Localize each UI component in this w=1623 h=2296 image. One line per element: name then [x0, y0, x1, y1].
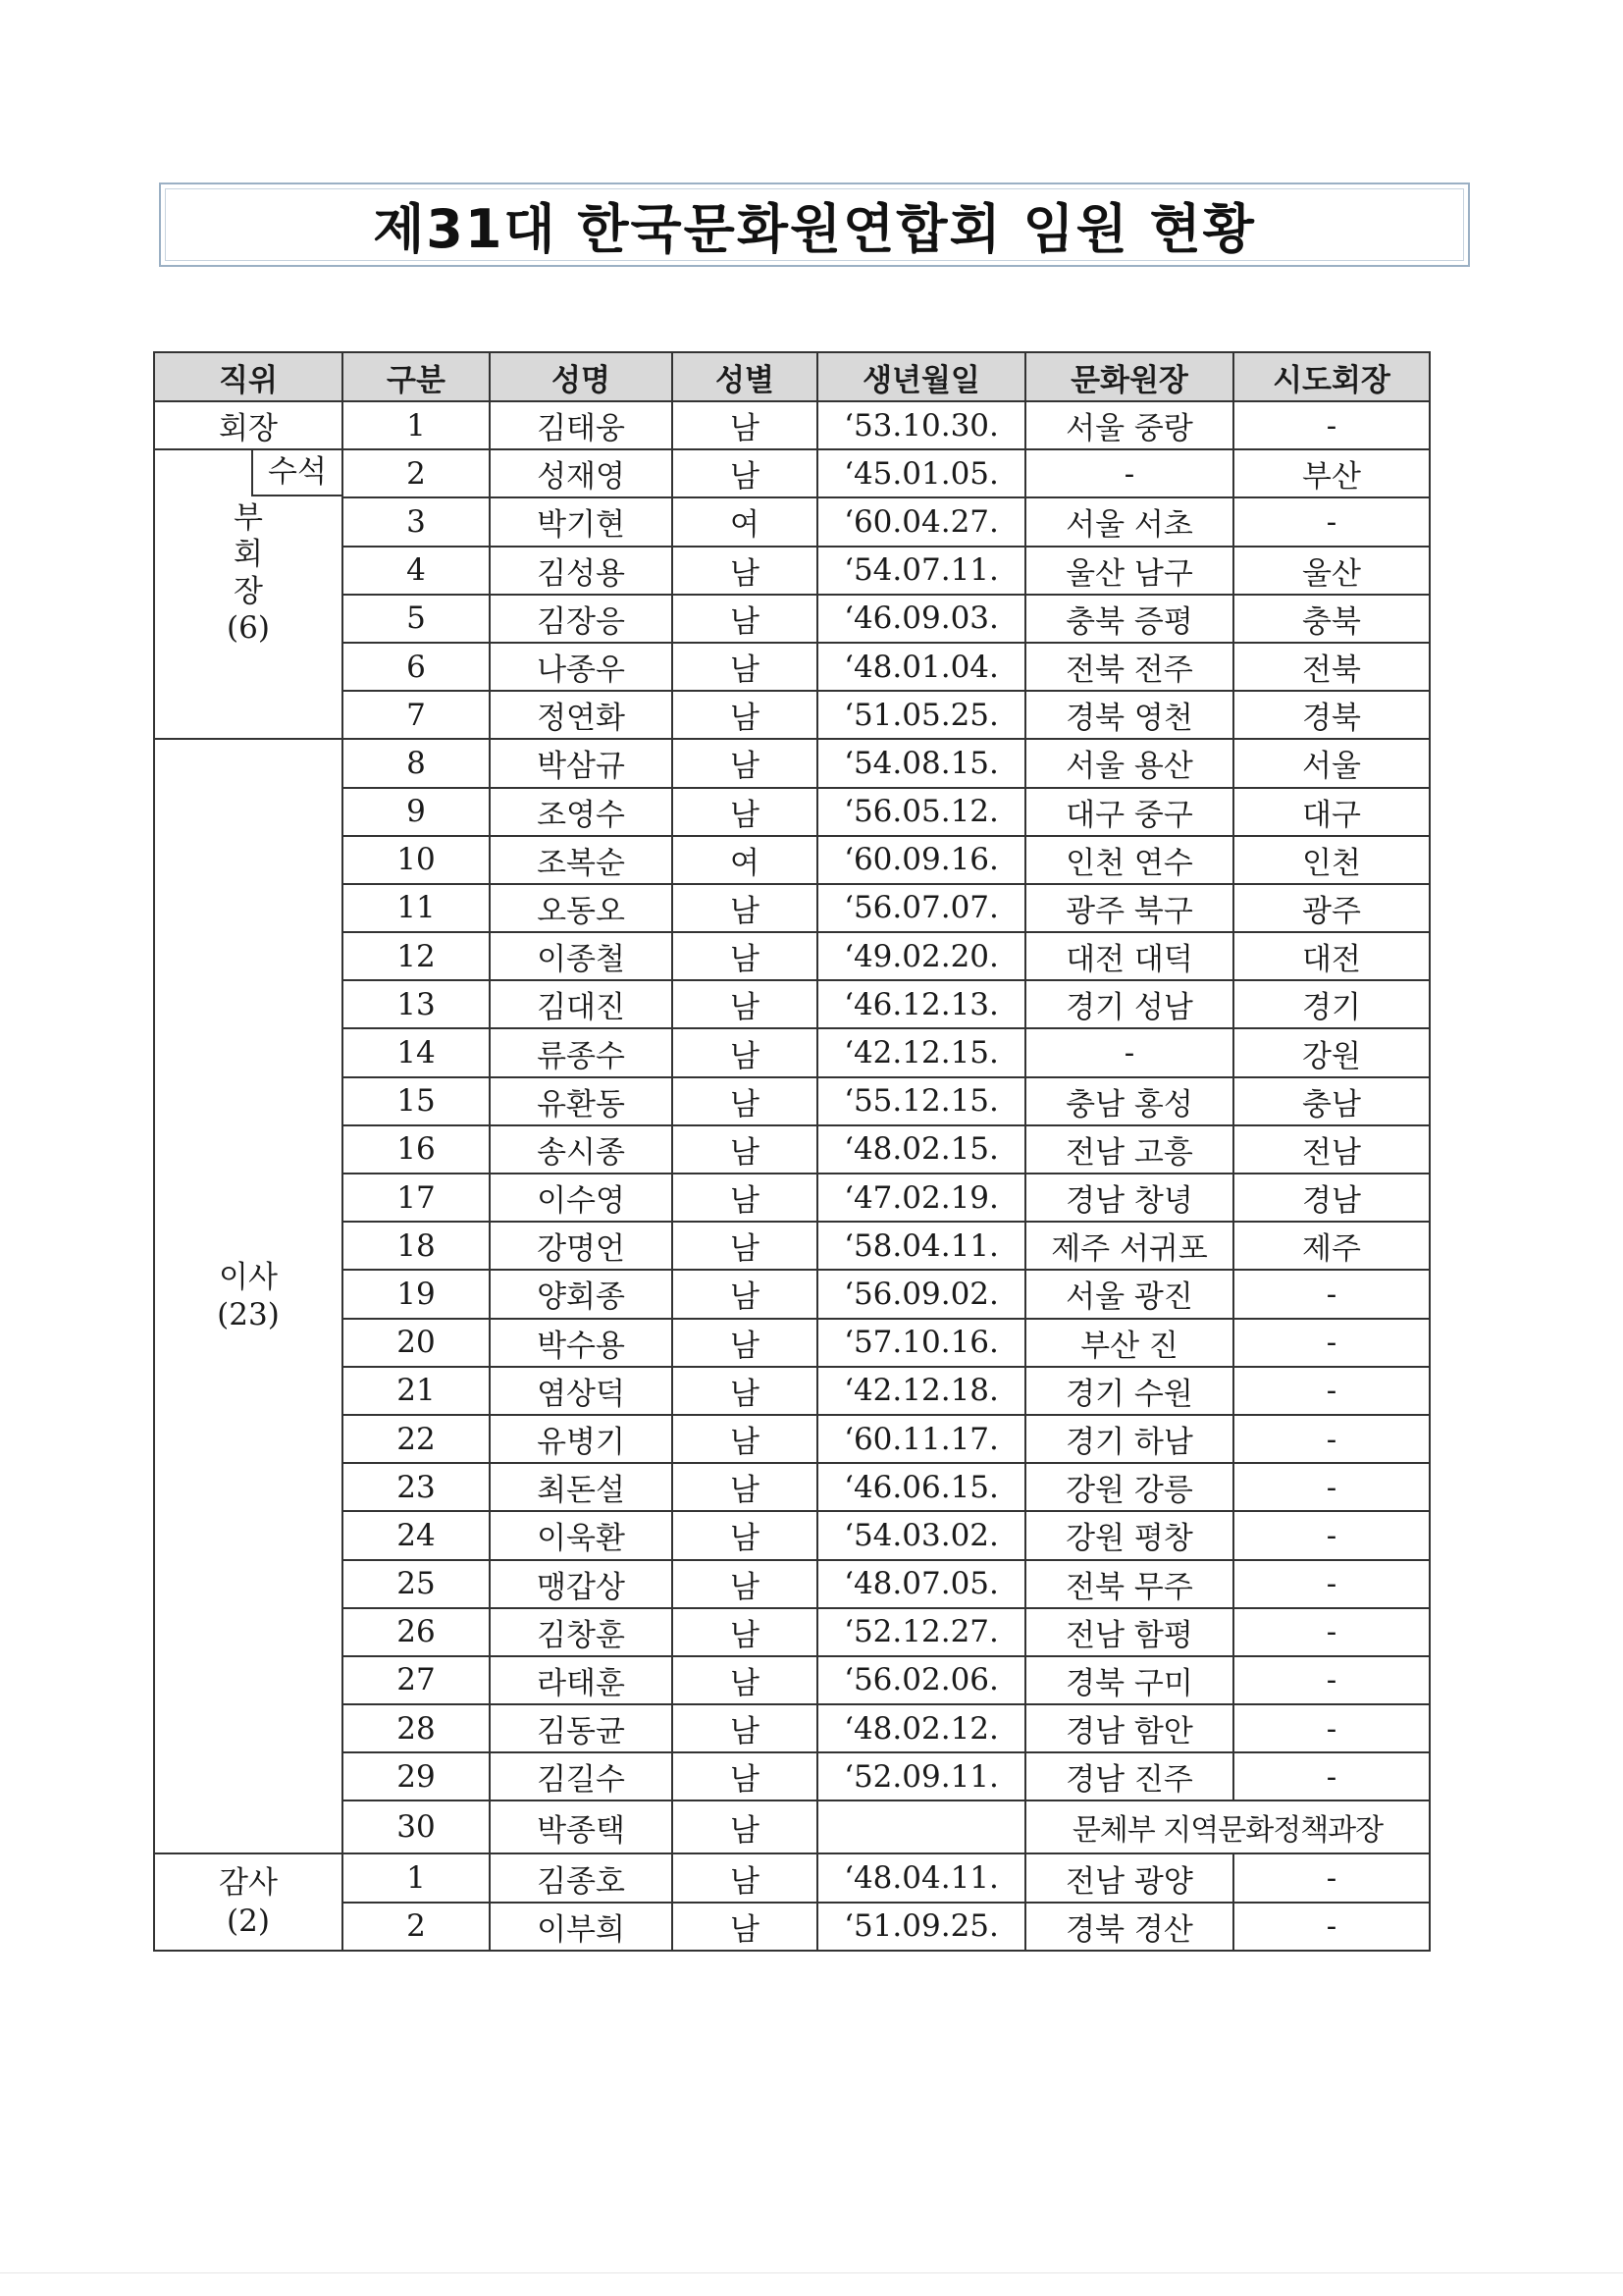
- cell-culture-center: 서울 중랑: [1025, 401, 1233, 449]
- officers-table: [153, 351, 1431, 1952]
- vice-president-label: [155, 496, 341, 647]
- cell-culture-center: 서울 용산: [1025, 739, 1233, 787]
- cell-name: 김창훈: [490, 1608, 672, 1656]
- cell-sido-chair: 제주: [1233, 1222, 1430, 1270]
- cell-sido-chair: 광주: [1233, 884, 1430, 932]
- cell-culture-center: -: [1025, 449, 1233, 497]
- cell-number: 29: [342, 1752, 490, 1800]
- cell-name: 이부희: [490, 1903, 672, 1951]
- cell-gender: 남: [672, 1800, 817, 1853]
- cell-gender: 남: [672, 1077, 817, 1125]
- cell-name: 이수영: [490, 1174, 672, 1222]
- cell-name: 라태훈: [490, 1656, 672, 1704]
- cell-name: 성재영: [490, 449, 672, 497]
- cell-name: 이종철: [490, 932, 672, 980]
- cell-number: 17: [342, 1174, 490, 1222]
- table-row: [154, 1853, 1430, 1902]
- cell-number: 2: [342, 449, 490, 497]
- cell-culture-center: 경남 창녕: [1025, 1174, 1233, 1222]
- cell-name: 양회종: [490, 1270, 672, 1318]
- cell-gender: 남: [672, 739, 817, 787]
- cell-gender: 남: [672, 1704, 817, 1752]
- director-count: (23): [217, 1297, 280, 1333]
- cell-birthdate: ‘54.08.15.: [817, 739, 1025, 787]
- cell-name: 염상덕: [490, 1367, 672, 1415]
- cell-culture-center: 경북 영천: [1025, 691, 1233, 739]
- header-gender: 성별: [672, 352, 817, 401]
- cell-gender: 남: [672, 932, 817, 980]
- cell-number: 6: [342, 643, 490, 691]
- senior-vice-label: 수석: [251, 450, 341, 496]
- cell-name: 류종수: [490, 1028, 672, 1076]
- table-row: [154, 1656, 1430, 1704]
- header-sido-chair: 시도회장: [1233, 352, 1430, 401]
- cell-name: 맹갑상: [490, 1560, 672, 1608]
- cell-birthdate: ‘54.07.11.: [817, 547, 1025, 595]
- table-body: [154, 401, 1430, 1951]
- cell-number: 11: [342, 884, 490, 932]
- cell-sido-chair: -: [1233, 1853, 1430, 1902]
- cell-culture-center: 부산 진: [1025, 1319, 1233, 1367]
- cell-sido-chair: 경기: [1233, 980, 1430, 1028]
- cell-culture-center: 경남 진주: [1025, 1752, 1233, 1800]
- cell-culture-center: 전북 무주: [1025, 1560, 1233, 1608]
- cell-culture-center: 대전 대덕: [1025, 932, 1233, 980]
- cell-culture-center: 경기 수원: [1025, 1367, 1233, 1415]
- cell-birthdate: ‘60.11.17.: [817, 1415, 1025, 1463]
- table-row: [154, 547, 1430, 595]
- table-row: [154, 884, 1430, 932]
- cell-gender: 남: [672, 1463, 817, 1511]
- cell-birthdate: ‘56.02.06.: [817, 1656, 1025, 1704]
- cell-birthdate: ‘60.09.16.: [817, 836, 1025, 884]
- cell-name: 조복순: [490, 836, 672, 884]
- cell-gender: 남: [672, 884, 817, 932]
- cell-culture-center: 경기 성남: [1025, 980, 1233, 1028]
- cell-number: 2: [342, 1903, 490, 1951]
- cell-name: 박삼규: [490, 739, 672, 787]
- cell-culture-center: 전북 전주: [1025, 643, 1233, 691]
- cell-gender: 남: [672, 1125, 817, 1174]
- header-number: 구분: [342, 352, 490, 401]
- cell-name: 송시종: [490, 1125, 672, 1174]
- cell-number: 27: [342, 1656, 490, 1704]
- cell-sido-chair: 충북: [1233, 595, 1430, 643]
- cell-name: 박기현: [490, 497, 672, 546]
- table-row: [154, 1367, 1430, 1415]
- cell-number: 7: [342, 691, 490, 739]
- cell-number: 30: [342, 1800, 490, 1853]
- table-row: [154, 1270, 1430, 1318]
- header-culture-center: 문화원장: [1025, 352, 1233, 401]
- cell-sido-chair: 경북: [1233, 691, 1430, 739]
- cell-number: 14: [342, 1028, 490, 1076]
- cell-name: 유병기: [490, 1415, 672, 1463]
- cell-sido-chair: -: [1233, 1270, 1430, 1318]
- table-row: [154, 1704, 1430, 1752]
- table-row: [154, 1560, 1430, 1608]
- cell-number: 4: [342, 547, 490, 595]
- cell-culture-center: 경북 구미: [1025, 1656, 1233, 1704]
- cell-sido-chair: -: [1233, 1319, 1430, 1367]
- cell-culture-center: 울산 남구: [1025, 547, 1233, 595]
- table-row: [154, 497, 1430, 546]
- cell-gender: 남: [672, 1853, 817, 1902]
- cell-number: 21: [342, 1367, 490, 1415]
- table-row: [154, 691, 1430, 739]
- auditor-label: 감사: [219, 1864, 278, 1901]
- cell-sido-chair: 부산: [1233, 449, 1430, 497]
- cell-sido-chair: -: [1233, 1463, 1430, 1511]
- cell-gender: 남: [672, 1222, 817, 1270]
- position-president: 회장: [154, 401, 342, 449]
- cell-number: 16: [342, 1125, 490, 1174]
- cell-name: 유환동: [490, 1077, 672, 1125]
- vice-president-char: 장: [234, 573, 263, 609]
- cell-birthdate: ‘56.09.02.: [817, 1270, 1025, 1318]
- cell-gender: 남: [672, 1656, 817, 1704]
- table-row: [154, 1463, 1430, 1511]
- table-row: [154, 1608, 1430, 1656]
- position-auditor: [154, 1853, 342, 1950]
- cell-sido-chair: 대구: [1233, 788, 1430, 836]
- table-row: [154, 1415, 1430, 1463]
- cell-gender: 남: [672, 1903, 817, 1951]
- cell-birthdate: ‘49.02.20.: [817, 932, 1025, 980]
- cell-number: 1: [342, 401, 490, 449]
- title-box: [159, 183, 1470, 267]
- cell-sido-chair: -: [1233, 1608, 1430, 1656]
- cell-birthdate: ‘56.05.12.: [817, 788, 1025, 836]
- cell-culture-center: 서울 서초: [1025, 497, 1233, 546]
- cell-name: 김종호: [490, 1853, 672, 1902]
- cell-culture-center: 전남 광양: [1025, 1853, 1233, 1902]
- cell-birthdate: ‘48.02.15.: [817, 1125, 1025, 1174]
- cell-name: 김대진: [490, 980, 672, 1028]
- cell-number: 9: [342, 788, 490, 836]
- cell-birthdate: ‘46.12.13.: [817, 980, 1025, 1028]
- cell-gender: 남: [672, 1608, 817, 1656]
- cell-culture-center: 전남 함평: [1025, 1608, 1233, 1656]
- cell-birthdate: ‘56.07.07.: [817, 884, 1025, 932]
- cell-name: 김동균: [490, 1704, 672, 1752]
- header-birthdate: 생년월일: [817, 352, 1025, 401]
- cell-birthdate: ‘52.09.11.: [817, 1752, 1025, 1800]
- cell-culture-center: -: [1025, 1028, 1233, 1076]
- table-row: [154, 932, 1430, 980]
- cell-gender: 남: [672, 595, 817, 643]
- cell-sido-chair: -: [1233, 1704, 1430, 1752]
- cell-gender: 남: [672, 1270, 817, 1318]
- cell-culture-center: 경기 하남: [1025, 1415, 1233, 1463]
- cell-gender: 남: [672, 547, 817, 595]
- cell-gender: 남: [672, 643, 817, 691]
- cell-birthdate: ‘51.05.25.: [817, 691, 1025, 739]
- table-row: [154, 980, 1430, 1028]
- cell-gender: 남: [672, 1367, 817, 1415]
- cell-name: 나종우: [490, 643, 672, 691]
- vice-president-char: 부: [234, 500, 263, 537]
- cell-birthdate: ‘58.04.11.: [817, 1222, 1025, 1270]
- cell-birthdate: ‘45.01.05.: [817, 449, 1025, 497]
- cell-sido-chair: 서울: [1233, 739, 1430, 787]
- cell-name: 김길수: [490, 1752, 672, 1800]
- director-label: 이사: [219, 1259, 278, 1295]
- page-title: 제31대 한국문화원연합회 임원 현황: [373, 197, 1256, 260]
- cell-number: 5: [342, 595, 490, 643]
- cell-gender: 남: [672, 980, 817, 1028]
- cell-sido-chair: 대전: [1233, 932, 1430, 980]
- cell-name: 박종택: [490, 1800, 672, 1853]
- table-row: [154, 1752, 1430, 1800]
- cell-birthdate: ‘57.10.16.: [817, 1319, 1025, 1367]
- cell-birthdate: ‘46.06.15.: [817, 1463, 1025, 1511]
- cell-sido-chair: -: [1233, 1903, 1430, 1951]
- cell-sido-chair: 전남: [1233, 1125, 1430, 1174]
- cell-number: 24: [342, 1511, 490, 1559]
- cell-sido-chair: 경남: [1233, 1174, 1430, 1222]
- cell-sido-chair: -: [1233, 1560, 1430, 1608]
- position-vice-president: [154, 449, 342, 739]
- cell-number: 19: [342, 1270, 490, 1318]
- cell-sido-chair: 충남: [1233, 1077, 1430, 1125]
- cell-birthdate: ‘48.04.11.: [817, 1853, 1025, 1902]
- cell-name: 오동오: [490, 884, 672, 932]
- table-row: [154, 739, 1430, 787]
- position-director: [154, 739, 342, 1853]
- cell-culture-center: 경남 함안: [1025, 1704, 1233, 1752]
- cell-number: 22: [342, 1415, 490, 1463]
- cell-birthdate: ‘55.12.15.: [817, 1077, 1025, 1125]
- cell-culture-center: 인천 연수: [1025, 836, 1233, 884]
- header-position: 직위: [154, 352, 342, 401]
- cell-number: 25: [342, 1560, 490, 1608]
- bottom-scan-line: [0, 2272, 1623, 2273]
- cell-sido-chair: -: [1233, 1367, 1430, 1415]
- cell-birthdate: ‘42.12.15.: [817, 1028, 1025, 1076]
- table-row: [154, 1319, 1430, 1367]
- cell-gender: 남: [672, 1174, 817, 1222]
- cell-sido-chair: 울산: [1233, 547, 1430, 595]
- cell-official-note: 문체부 지역문화정책과장: [1025, 1800, 1430, 1853]
- cell-culture-center: 서울 광진: [1025, 1270, 1233, 1318]
- header-name: 성명: [490, 352, 672, 401]
- cell-number: 3: [342, 497, 490, 546]
- cell-birthdate: ‘42.12.18.: [817, 1367, 1025, 1415]
- cell-name: 이욱환: [490, 1511, 672, 1559]
- cell-number: 12: [342, 932, 490, 980]
- cell-culture-center: 광주 북구: [1025, 884, 1233, 932]
- table-row: [154, 1125, 1430, 1174]
- cell-number: 10: [342, 836, 490, 884]
- cell-birthdate: ‘47.02.19.: [817, 1174, 1025, 1222]
- cell-name: 박수용: [490, 1319, 672, 1367]
- cell-name: 김장응: [490, 595, 672, 643]
- cell-sido-chair: 전북: [1233, 643, 1430, 691]
- cell-sido-chair: 강원: [1233, 1028, 1430, 1076]
- auditor-count: (2): [227, 1903, 270, 1939]
- cell-number: 1: [342, 1853, 490, 1902]
- cell-culture-center: 강원 평창: [1025, 1511, 1233, 1559]
- table-row: [154, 595, 1430, 643]
- table-row: [154, 1077, 1430, 1125]
- cell-culture-center: 충북 증평: [1025, 595, 1233, 643]
- cell-sido-chair: -: [1233, 401, 1430, 449]
- cell-number: 13: [342, 980, 490, 1028]
- table-row: [154, 1222, 1430, 1270]
- cell-birthdate: ‘48.07.05.: [817, 1560, 1025, 1608]
- table-row: [154, 1511, 1430, 1559]
- cell-gender: 여: [672, 497, 817, 546]
- cell-number: 28: [342, 1704, 490, 1752]
- cell-gender: 남: [672, 1028, 817, 1076]
- table-row: [154, 788, 1430, 836]
- cell-sido-chair: -: [1233, 1752, 1430, 1800]
- cell-birthdate: ‘52.12.27.: [817, 1608, 1025, 1656]
- cell-number: 20: [342, 1319, 490, 1367]
- cell-sido-chair: -: [1233, 497, 1430, 546]
- cell-sido-chair: -: [1233, 1415, 1430, 1463]
- cell-birthdate: ‘54.03.02.: [817, 1511, 1025, 1559]
- table-row: [154, 836, 1430, 884]
- cell-gender: 남: [672, 1415, 817, 1463]
- table-row: [154, 449, 1430, 497]
- cell-sido-chair: -: [1233, 1656, 1430, 1704]
- cell-culture-center: 강원 강릉: [1025, 1463, 1233, 1511]
- cell-gender: 남: [672, 1511, 817, 1559]
- cell-culture-center: 경북 경산: [1025, 1903, 1233, 1951]
- cell-gender: 남: [672, 1319, 817, 1367]
- cell-gender: 남: [672, 788, 817, 836]
- cell-birthdate: ‘51.09.25.: [817, 1903, 1025, 1951]
- cell-number: 8: [342, 739, 490, 787]
- cell-gender: 남: [672, 401, 817, 449]
- cell-culture-center: 충남 홍성: [1025, 1077, 1233, 1125]
- cell-name: 최돈설: [490, 1463, 672, 1511]
- cell-gender: 남: [672, 1560, 817, 1608]
- table-row: [154, 1903, 1430, 1951]
- vice-president-char: 회: [234, 537, 263, 573]
- cell-gender: 남: [672, 1752, 817, 1800]
- cell-name: 조영수: [490, 788, 672, 836]
- cell-birthdate: ‘60.04.27.: [817, 497, 1025, 546]
- cell-name: 강명언: [490, 1222, 672, 1270]
- cell-number: 23: [342, 1463, 490, 1511]
- cell-gender: 남: [672, 691, 817, 739]
- vice-president-count: (6): [227, 609, 270, 646]
- cell-number: 26: [342, 1608, 490, 1656]
- table-row: [154, 1800, 1430, 1853]
- cell-number: 18: [342, 1222, 490, 1270]
- cell-gender: 남: [672, 449, 817, 497]
- table-header-row: [154, 352, 1430, 401]
- cell-birthdate: ‘48.01.04.: [817, 643, 1025, 691]
- cell-birthdate: ‘46.09.03.: [817, 595, 1025, 643]
- cell-culture-center: 제주 서귀포: [1025, 1222, 1233, 1270]
- table-row: [154, 401, 1430, 449]
- cell-culture-center: 전남 고흥: [1025, 1125, 1233, 1174]
- cell-name: 김성용: [490, 547, 672, 595]
- cell-sido-chair: 인천: [1233, 836, 1430, 884]
- table-row: [154, 1028, 1430, 1076]
- cell-birthdate: ‘53.10.30.: [817, 401, 1025, 449]
- cell-sido-chair: -: [1233, 1511, 1430, 1559]
- cell-name: 정연화: [490, 691, 672, 739]
- table-row: [154, 643, 1430, 691]
- cell-culture-center: 대구 중구: [1025, 788, 1233, 836]
- cell-number: 15: [342, 1077, 490, 1125]
- cell-name: 김태웅: [490, 401, 672, 449]
- cell-birthdate: [817, 1800, 1025, 1853]
- cell-birthdate: ‘48.02.12.: [817, 1704, 1025, 1752]
- table-row: [154, 1174, 1430, 1222]
- cell-gender: 여: [672, 836, 817, 884]
